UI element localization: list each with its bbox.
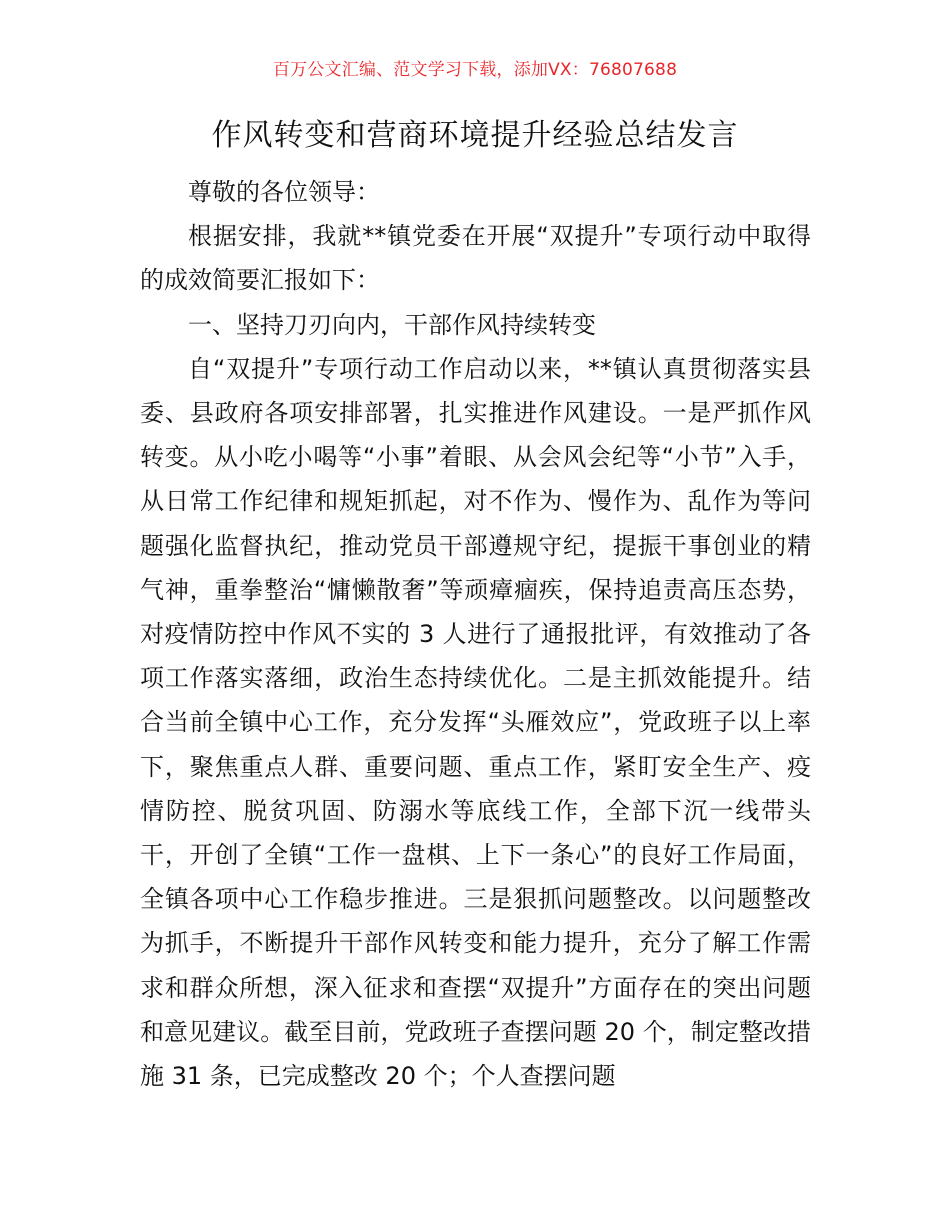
document-title: 作风转变和营商环境提升经验总结发言 [211, 118, 739, 153]
header-promo-note: 百万公文汇编、范文学习下载，添加VX：76807688 [272, 60, 678, 80]
section-1-heading: 一、坚持刀刃向内，干部作风持续转变 [188, 310, 596, 339]
section-1-paragraph: 自“双提升”专项行动工作启动以来，**镇认真贯彻落实县委、县政府各项安排部署，扎实推进作风建设。一是严抓作风转变。从小吃小喝等“小事”着眼、从会风会纪等“小节”入手，从日常工作纪律和规矩抓起，对不作为、慢作为、乱作为等问题强化监督执纪，推动党员干部遵规守纪，提振干事创业的精气神，重拳整治“慵懒散奢”等顽瘴痼疾，保持追责高压态势，对疫情防控中作风不实的 3 人进行了通报批评，有效推动了各项工作落实落细，政治生态持续优化。二是主抓效能提升。结合当前全镇中心工作，充分发挥“头雁效应”，党政班子以上率下，聚焦重点人群、重要问题、重点工作，紧盯安全生产、疫情防控、脱贫巩固、防溺水等底线工作，全部下沉一线带头干，开创了全镇“工作一盘棋、上下一条心”的良好工作局面，全镇各项中心工作稳步推进。三是狠抓问题整改。以问题整改为抓手，不断提升干部作风转变和能力提升，充分了解工作需求和群众所想，深入征求和查摆“双提升”方面存在的突出问题和意见建议。截至目前，党政班子查摆问题 20 个，制定整改措施 31 条，已完成整改 20 个；个人查摆问题 [140, 354, 811, 1091]
intro-paragraph: 根据安排，我就**镇党委在开展“双提升”专项行动中取得的成效简要汇报如下： [140, 222, 811, 295]
salutation: 尊敬的各位领导： [188, 178, 380, 206]
document-body [140, 170, 811, 1098]
